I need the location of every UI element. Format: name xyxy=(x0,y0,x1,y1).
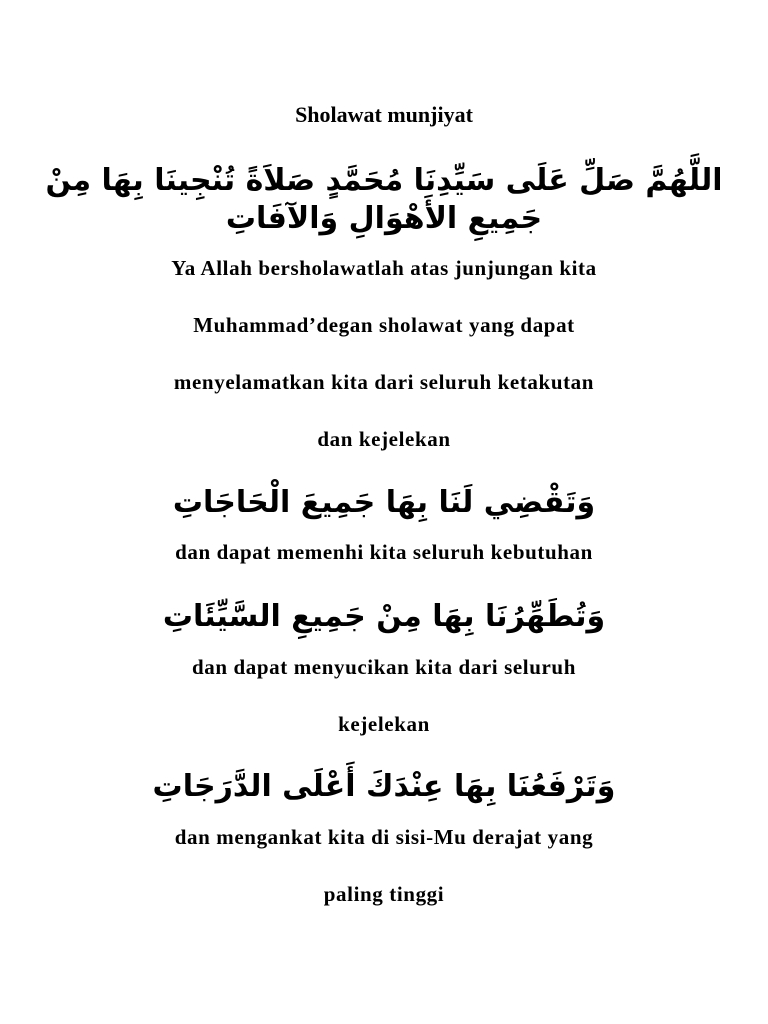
translation-verse-3-line-1: dan dapat menyucikan kita dari seluruh xyxy=(192,655,576,679)
translation-verse-1-line-3: menyelamatkan kita dari seluruh ketakutan xyxy=(173,370,595,394)
page-title: Sholawat munjiyat xyxy=(295,102,473,127)
translation-verse-3-line-2: kejelekan xyxy=(338,712,430,736)
translation-verse-1-line-4: dan kejelekan xyxy=(317,427,451,451)
translation-verse-2: dan dapat memenhi kita seluruh kebutuhan xyxy=(175,540,593,564)
translation-verse-4-line-2: paling tinggi xyxy=(323,882,445,906)
arabic-verse-1-line-1: اللَّهُمَّ صَلِّ عَلَى سَيِّدِنَا مُحَمَّدٍ صَلاَةً تُنْجِينَا بِهَا مِنْ xyxy=(45,163,723,198)
translation-verse-1-line-2: Muhammad’degan sholawat yang dapat xyxy=(193,313,575,337)
arabic-verse-4: وَتَرْفَعُنَا بِهَا عِنْدَكَ أَعْلَى الدَّرَجَاتِ xyxy=(152,769,616,804)
arabic-verse-1-line-2: جَمِيعِ الأَهْوَالِ وَالآفَاتِ xyxy=(225,201,543,236)
arabic-verse-3: وَتُطَهِّرُنَا بِهَا مِنْ جَمِيعِ السَّيِّئَاتِ xyxy=(162,599,606,634)
arabic-verse-2: وَتَقْضِي لَنَا بِهَا جَمِيعَ الْحَاجَاتِ xyxy=(172,485,596,520)
translation-verse-4-line-1: dan mengankat kita di sisi-Mu derajat yang xyxy=(174,825,594,849)
translation-verse-1-line-1: Ya Allah bersholawatlah atas junjungan kita xyxy=(171,256,597,280)
